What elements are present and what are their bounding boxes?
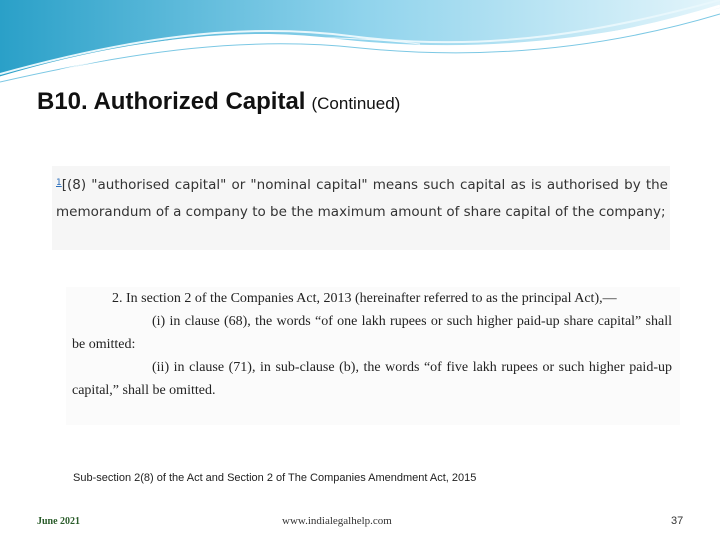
amendment-excerpt-image bbox=[66, 287, 680, 425]
header-wave-decoration bbox=[0, 0, 720, 90]
amendment-clause-i: (i) in clause (68), the words “of one lakh rupees or such higher paid-up share capital” shall be omitted: bbox=[72, 314, 672, 352]
footer-date: June 2021 bbox=[37, 516, 81, 527]
footnote-marker[interactable]: 1 bbox=[56, 178, 62, 188]
slide-title bbox=[37, 88, 400, 116]
amendment-section-line: 2. In section 2 of the Companies Act, 2013 (hereinafter referred to as the principal Act),— bbox=[112, 291, 617, 306]
definition-text: [(8) "authorised capital" or "nominal capital" means such capital as is authorised by the memorandum of a company to be the maximum amount of share capital of the company; bbox=[56, 177, 668, 220]
definition-excerpt-text bbox=[56, 172, 668, 226]
definition-excerpt-image bbox=[52, 166, 670, 250]
slide-title-suffix: (Continued) bbox=[311, 94, 401, 113]
footer-website: www.indialegalhelp.com bbox=[282, 515, 392, 527]
excerpt-caption: Sub-section 2(8) of the Act and Section 2 of The Companies Amendment Act, 2015 bbox=[73, 472, 477, 484]
footer-page-number: 37 bbox=[671, 515, 684, 527]
amendment-clause-ii: (ii) in clause (71), in sub-clause (b), the words “of five lakh rupees or such higher paid-up capital,” shall be omitted. bbox=[72, 360, 672, 398]
slide-title-main: B10. Authorized Capital bbox=[37, 88, 306, 115]
